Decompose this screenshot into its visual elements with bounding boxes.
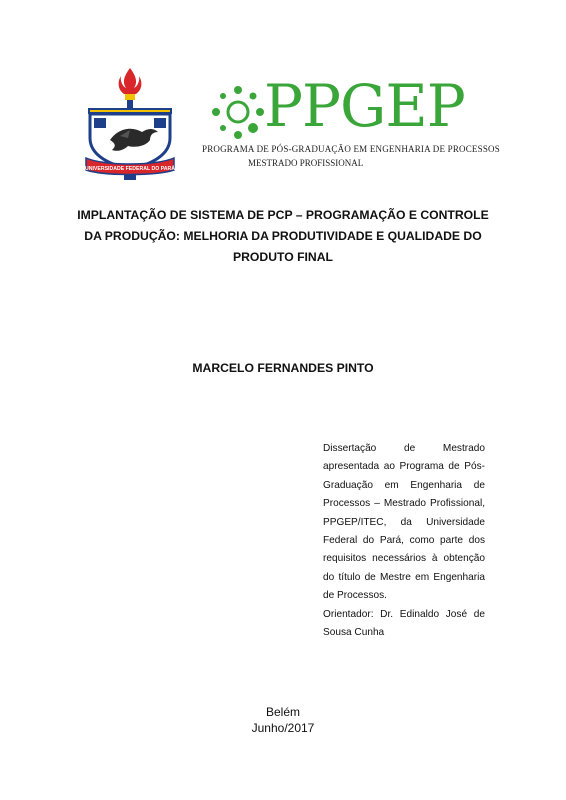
advisor-text: Orientador: Dr. Edinaldo José de Sousa Cunha — [323, 608, 485, 639]
program-level: MESTRADO PROFISSIONAL — [248, 158, 364, 168]
place-date — [60, 704, 506, 736]
program-name: PROGRAMA DE PÓS-GRADUAÇÃO EM ENGENHARIA DE PROCESSOS — [202, 144, 500, 154]
title-line: IMPLANTAÇÃO DE SISTEMA DE PCP – PROGRAMAÇÃO E CONTROLE — [77, 208, 489, 222]
ppgep-logo — [202, 72, 500, 170]
author-name: MARCELO FERNANDES PINTO — [192, 361, 374, 375]
description-text: Dissertação de Mestrado apresentada ao Programa de Pós-Graduação em Engenharia de Processos – Mestrado Profissional, PPGEP/ITEC, da Universidade Federal do Pará, como parte dos requisitos necessários à obtenção do título de Mestre em Engenharia de Processos. — [323, 443, 485, 602]
university-seal — [80, 66, 180, 182]
dissertation-description — [323, 440, 485, 642]
date: Junho/2017 — [251, 721, 315, 735]
title-line: DA PRODUÇÃO: MELHORIA DA PRODUTIVIDADE E QUALIDADE DO — [84, 229, 482, 243]
svg-text:UNIVERSIDADE FEDERAL DO PARÁ: UNIVERSIDADE FEDERAL DO PARÁ — [84, 166, 176, 172]
gear-dots-icon — [208, 82, 268, 142]
ppgep-wordmark: PPGEP — [264, 72, 465, 140]
city: Belém — [265, 705, 300, 719]
dissertation-title — [60, 205, 506, 268]
title-line: PRODUTO FINAL — [233, 250, 333, 264]
seal-emblem-icon — [80, 66, 180, 182]
